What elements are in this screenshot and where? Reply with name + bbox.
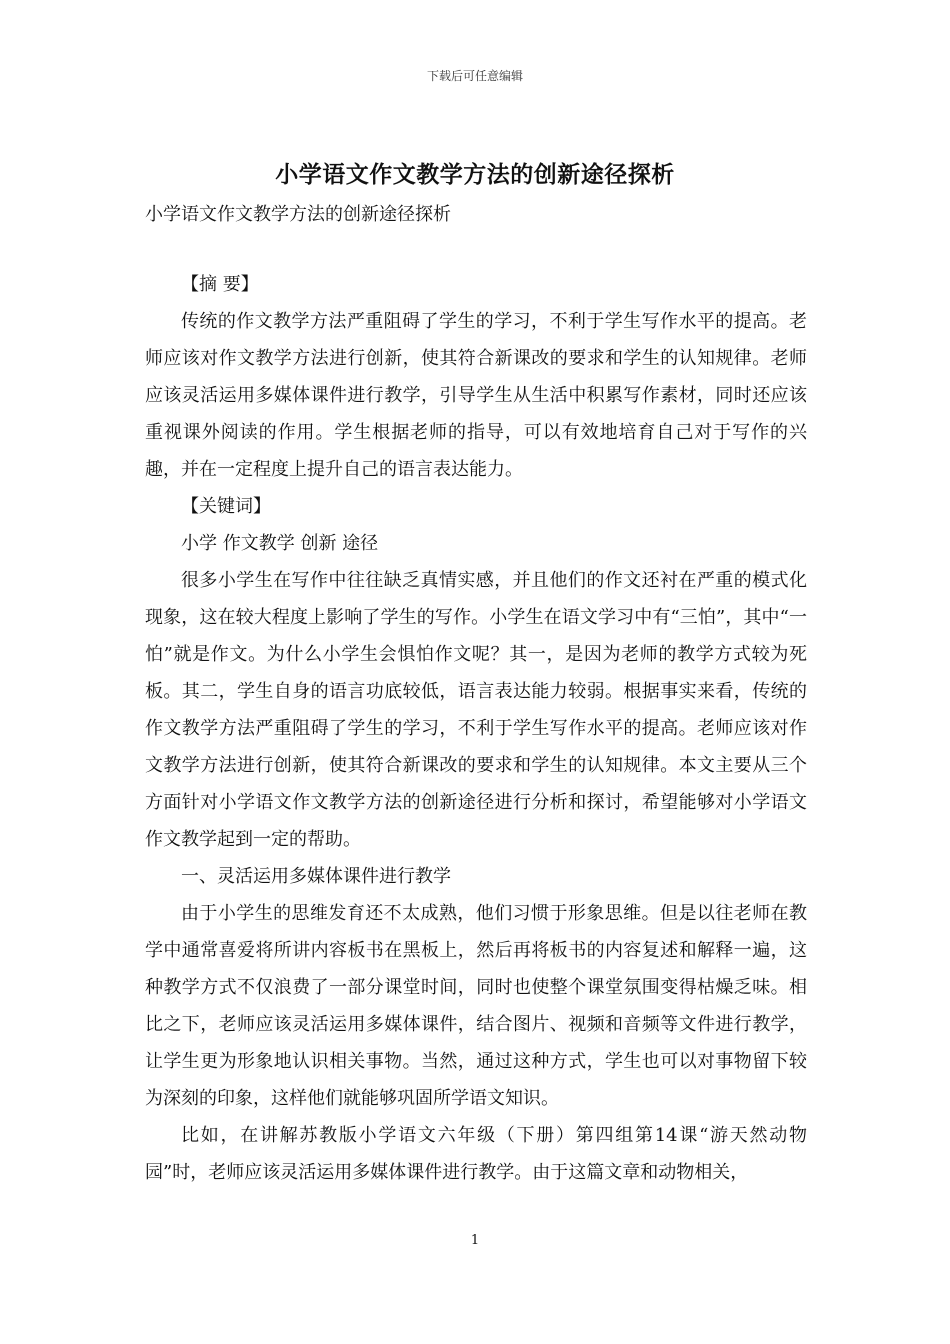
header-note: 下载后可任意编辑 — [426, 69, 523, 83]
document-subtitle: 小学语文作文教学方法的创新途径探析 — [145, 204, 451, 225]
document-body — [145, 266, 807, 1191]
document-title: 小学语文作文教学方法的创新途径探析 — [275, 161, 675, 188]
section-1-heading: 一、灵活运用多媒体课件进行教学 — [181, 866, 451, 887]
section-1-paragraph-1: 由于小学生的思维发育还不太成熟，他们习惯于形象思维。但是以往老师在教学中通常喜爱将所讲内容板书在黑板上，然后再将板书的内容复述和解释一遍，这种教学方式不仅浪费了一部分课堂时间，同时也使整个课堂氛围变得枯燥乏味。相比之下，老师应该灵活运用多媒体课件，结合图片、视频和音频等文件进行教学，让学生更为形象地认识相关事物。当然，通过这种方式，学生也可以对事物留下较为深刻的印象，这样他们就能够巩固所学语文知识。 — [145, 903, 807, 1109]
page-number: 1 — [470, 1233, 480, 1248]
intro-paragraph: 很多小学生在写作中往往缺乏真情实感，并且他们的作文还衬在严重的模式化现象，这在较大程度上影响了学生的写作。小学生在语文学习中有“三怕”，其中“一怕”就是作文。为什么小学生会惧怕作文呢？其一，是因为老师的教学方式较为死板。其二，学生自身的语言功底较低，语言表达能力较弱。根据事实来看，传统的作文教学方法严重阻碍了学生的学习，不利于学生写作水平的提高。老师应该对作文教学方法进行创新，使其符合新课改的要求和学生的认知规律。本文主要从三个方面针对小学语文作文教学方法的创新途径进行分析和探讨，希望能够对小学语文作文教学起到一定的帮助。 — [145, 570, 807, 850]
keywords-list: 小学 作文教学 创新 途径 — [181, 533, 379, 554]
abstract-label: 【摘 要】 — [181, 274, 259, 295]
section-1-paragraph-2: 比如，在讲解苏教版小学语文六年级（下册）第四组第14课“游天然动物园”时，老师应该灵活运用多媒体课件进行教学。由于这篇文章和动物相关， — [145, 1125, 807, 1183]
keywords-label: 【关键词】 — [181, 496, 271, 517]
abstract-paragraph: 传统的作文教学方法严重阻碍了学生的学习，不利于学生写作水平的提高。老师应该对作文教学方法进行创新，使其符合新课改的要求和学生的认知规律。老师应该灵活运用多媒体课件进行教学，引导学生从生活中积累写作素材，同时还应该重视课外阅读的作用。学生根据老师的指导，可以有效地培育自己对于写作的兴趣，并在一定程度上提升自己的语言表达能力。 — [145, 311, 807, 480]
